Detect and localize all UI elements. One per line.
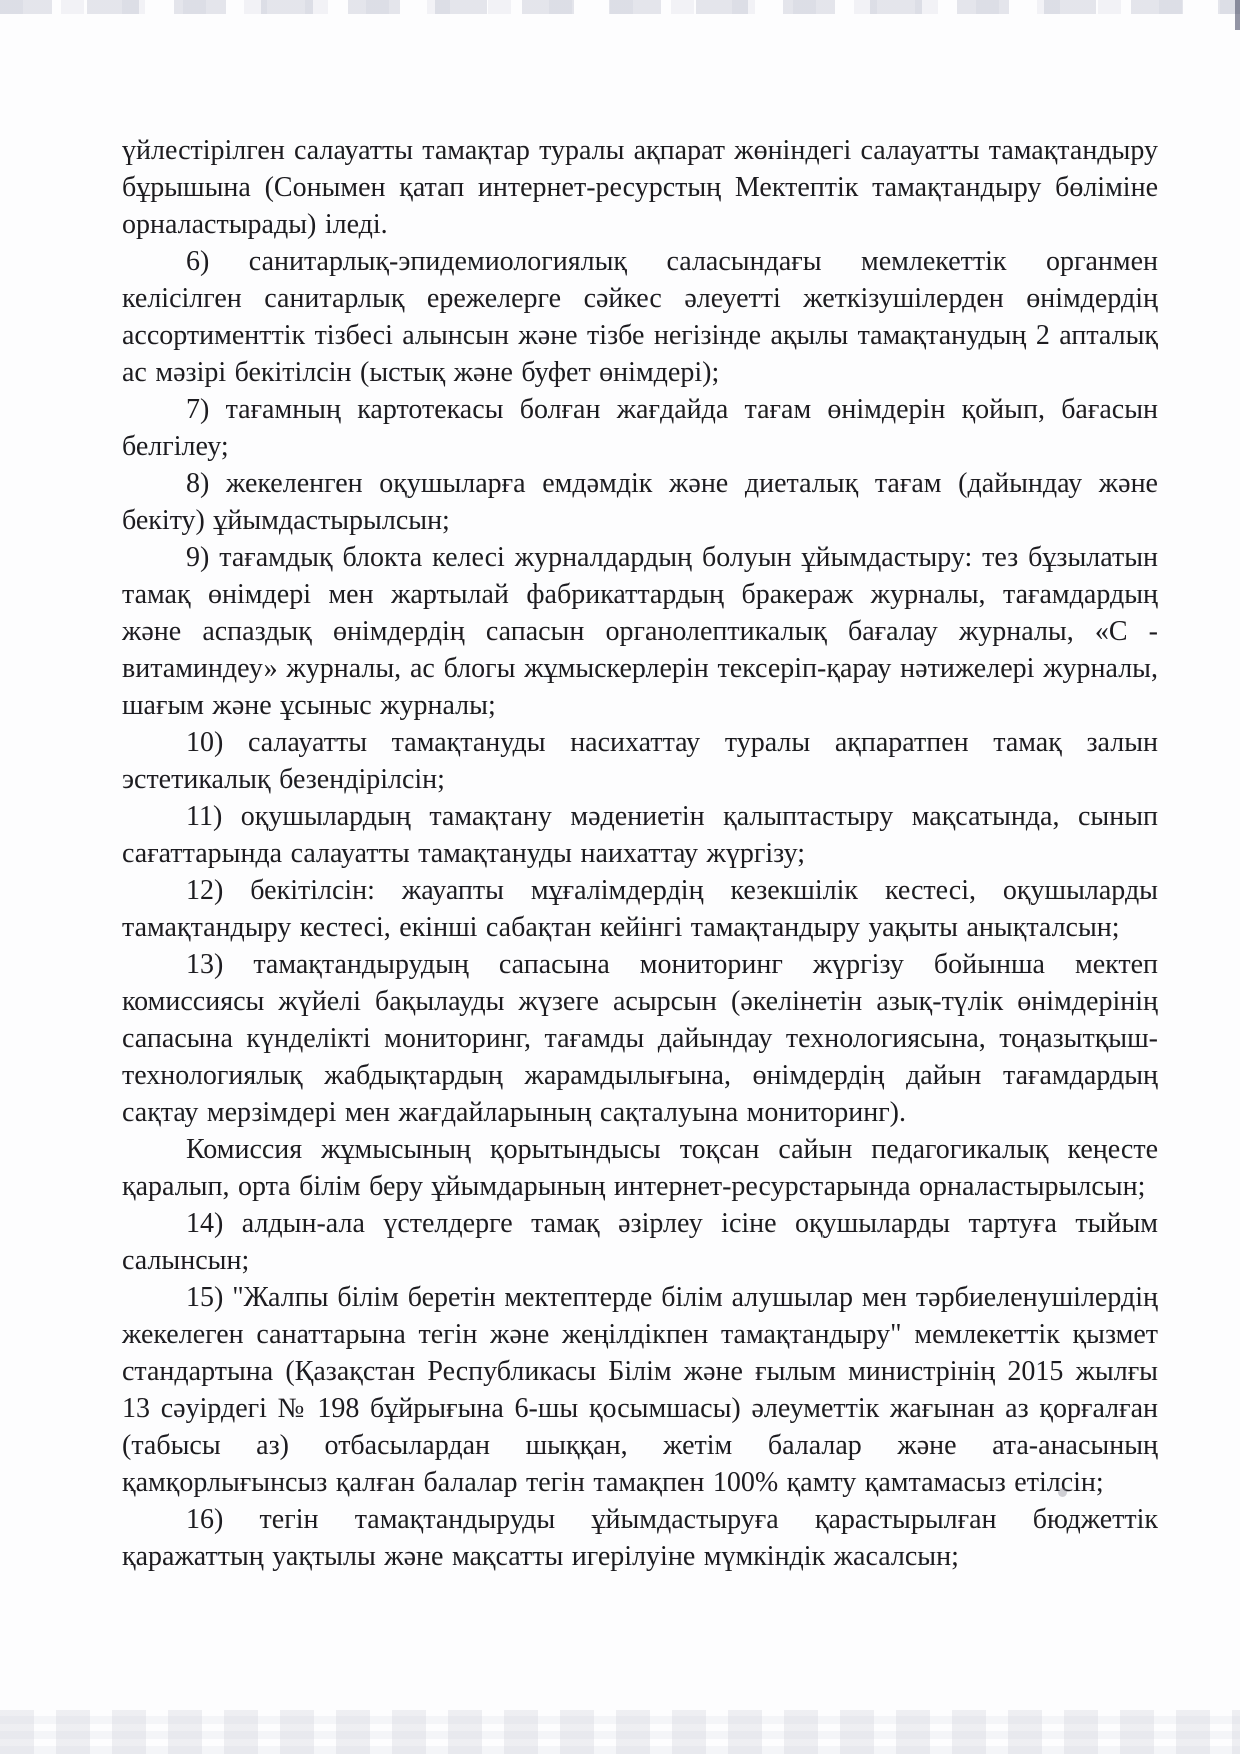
scan-artifact-bottom-edge [0, 1710, 1240, 1754]
scan-artifact-corner-mark [1235, 0, 1240, 30]
paragraph-item-13: 13) тамақтандырудың сапасына мониторинг жүргізу бойынша мектеп комиссиясы жүйелі бақылауды жүзеге асырсын (әкелінетін азық-түлік өнімдерінің сапасына күнделікті мониторинг, тағамды дайындау технологиясына, тоңазытқыш-технологиялық жабдықтардың жарамдылығына, өнімдердің дайын тағамдардың сақтау мерзімдері мен жағдайларының сақталуына мониторинг). [122, 949, 1158, 1128]
paragraph-item-11: 11) оқушылардың тамақтану мәдениетін қалыптастыру мақсатында, сынып сағаттарында салауатты тамақтануды наихаттау жүргізу; [122, 801, 1158, 869]
paragraph-continuation: үйлестірілген салауатты тамақтар туралы ақпарат жөніндегі салауатты тамақтандыру бұрышына (Сонымен қатап интернет-ресурстың Мектептік тамақтандыру бөліміне орналастырады) іледі. [122, 135, 1158, 240]
paragraph-item-6: 6) санитарлық-эпидемиологиялық саласындағы мемлекеттік органмен келісілген санитарлық ережелерге сәйкес әлеуетті жеткізушілерден өнімдердің ассортименттік тізбесі алынсын және тізбе негізінде ақылы тамақтанудың 2 апталық ас мәзірі бекітілсін (ыстық және буфет өнімдері); [122, 246, 1158, 388]
paragraph-commission: Комиссия жұмысының қорытындысы тоқсан сайын педагогикалық кеңесте қаралып, орта білім беру ұйымдарының интернет-ресурстарында орналастырылсын; [122, 1134, 1158, 1202]
scan-artifact-dot [1058, 1488, 1067, 1497]
paragraph-item-15: 15) "Жалпы білім беретін мектептерде білім алушылар мен тәрбиеленушілердің жекелеген санаттарына тегін және жеңілдікпен тамақтандыру" мемлекеттік қызмет стандартына (Қазақстан Республикасы Білім және ғылым министрінің 2015 жылғы 13 сәуірдегі № 198 бұйрығына 6-шы қосымшасы) әлеуметтік жағынан аз қорғалған (табысы аз) отбасылардан шыққан, жетім балалар және ата-анасының қамқорлығынсыз қалған балалар тегін тамақпен 100% қамту қамтамасыз етілсін; [122, 1282, 1158, 1498]
scan-artifact-top-edge [0, 0, 1240, 14]
paragraph-item-12: 12) бекітілсін: жауапты мұғалімдердің кезекшілік кестесі, оқушыларды тамақтандыру кестесі, екінші сабақтан кейінгі тамақтандыру уақыты анықталсын; [122, 875, 1158, 943]
document-text-block [122, 132, 1158, 1575]
paragraph-item-10: 10) салауатты тамақтануды насихаттау туралы ақпаратпен тамақ залын эстетикалық безендірілсін; [122, 727, 1158, 795]
paragraph-item-7: 7) тағамның картотекасы болған жағдайда тағам өнімдерін қойып, бағасын белгілеу; [122, 394, 1158, 462]
paragraph-item-16: 16) тегін тамақтандыруды ұйымдастыруға қарастырылған бюджеттік қаражаттың уақтылы және мақсатты игерілуіне мүмкіндік жасалсын; [122, 1504, 1158, 1572]
paragraph-item-14: 14) алдын-ала үстелдерге тамақ әзірлеу ісіне оқушыларды тартуға тыйым салынсын; [122, 1208, 1158, 1276]
paragraph-item-8: 8) жекеленген оқушыларға емдәмдік және диеталық тағам (дайындау және бекіту) ұйымдастырылсын; [122, 468, 1158, 536]
paragraph-item-9: 9) тағамдық блокта келесі журналдардың болуын ұйымдастыру: тез бұзылатын тамақ өнімдері мен жартылай фабрикаттардың бракераж журналы, тағамдардың және аспаздық өнімдердің сапасын органолептикалық бағалау журналы, «С - витаминдеу» журналы, ас блогы жұмыскерлерін тексеріп-қарау нәтижелері журналы, шағым және ұсыныс журналы; [122, 542, 1158, 721]
